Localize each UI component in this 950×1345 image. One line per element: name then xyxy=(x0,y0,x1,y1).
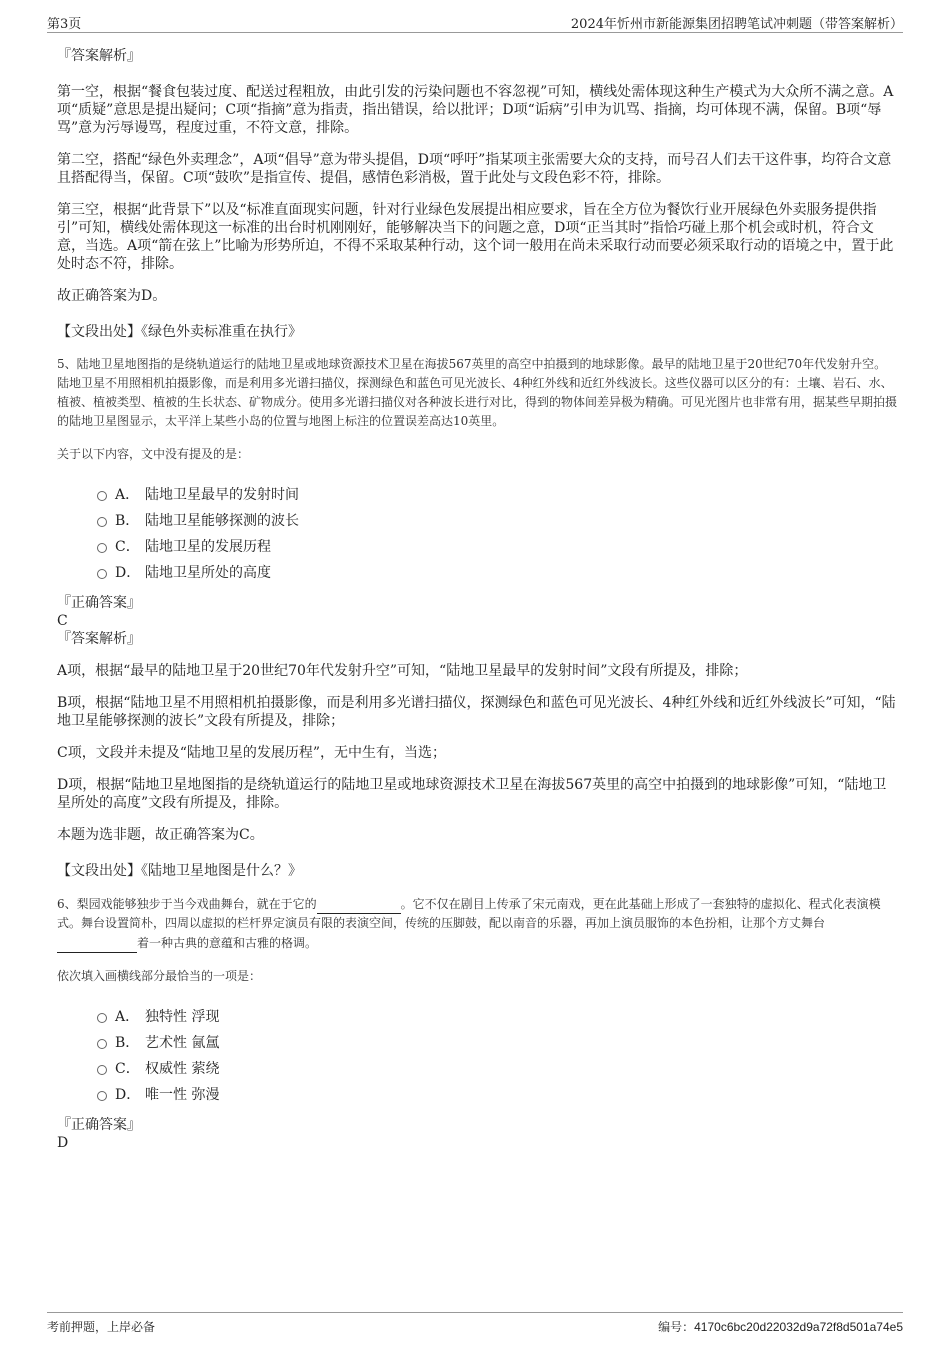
page-footer xyxy=(47,1312,903,1335)
correct-answer-label: 『正确答案』 xyxy=(57,595,141,611)
fill-blank xyxy=(57,933,137,953)
radio-icon[interactable] xyxy=(97,517,107,527)
option-b[interactable]: B． 艺术性 氤氲 xyxy=(97,1030,897,1056)
analysis-label: 『答案解析』 xyxy=(57,631,141,647)
option-c[interactable]: C． 陆地卫星的发展历程 xyxy=(97,534,897,560)
option-list xyxy=(97,1004,897,1108)
source-citation: 【文段出处】《陆地卫星地图是什么？》 xyxy=(57,863,302,879)
analysis-paragraph: A项，根据“最早的陆地卫星于20世纪70年代发射升空”可知，“陆地卫星最早的发射时间”文段有所提及，排除； xyxy=(57,663,748,679)
answer-conclusion: 故正确答案为D。 xyxy=(57,288,167,304)
radio-icon[interactable] xyxy=(97,569,107,579)
question-stem: 5、陆地卫星地图指的是绕轨道运行的陆地卫星或地球资源技术卫星在海拔567英里的高空中拍摄到的地球影像。最早的陆地卫星于20世纪70年代发射升空。陆地卫星不用照相机拍摄影像，而是利用多光谱扫描仪，探测绿色和蓝色可见光波长、4种红外线和近红外线波长。这些仪器可以区分的有：土壤、岩石、水、植被、植被类型、植被的生长状态、矿物成分。使用多光谱扫描仪对各种波长进行对比，得到的物体间差异极为精确。可见光图片也非常有用，据某些早期拍摄的陆地卫星图显示，太平洋上某些小岛的位置与地图上标注的位置误差高达10英里。 xyxy=(57,357,898,428)
radio-icon[interactable] xyxy=(97,491,107,501)
option-a[interactable]: A． 陆地卫星最早的发射时间 xyxy=(97,482,897,508)
question-stem: 6、梨园戏能够独步于当今戏曲舞台，就在于它的 。它不仅在剧目上传承了宋元南戏，更在此基础上形成了一套独特的虚拟化、程式化表演模式。舞台设置简朴，四周以虚拟的栏杆界定演员有限的表演空间，传统的压脚鼓，配以南音的乐器，再加上演员服饰的本色扮相，让那个方丈舞台 着一种古典的意蕴和古雅的格调。 xyxy=(57,894,897,953)
option-d[interactable]: D． 陆地卫星所处的高度 xyxy=(97,560,897,586)
option-list xyxy=(97,482,897,586)
footer-slogan: 考前押题，上岸必备 xyxy=(47,1320,156,1334)
analysis-paragraph: 第二空，搭配“绿色外卖理念”，A项“倡导”意为带头提倡，D项“呼吁”指某项主张需要大众的支持，而号召人们去干这件事，均符合文意且搭配得当，保留。C项“鼓吹”是指宣传、提倡，感情色彩消极，置于此处与文段色彩不符，排除。 xyxy=(57,152,892,186)
radio-icon[interactable] xyxy=(97,1039,107,1049)
option-a[interactable]: A． 独特性 浮现 xyxy=(97,1004,897,1030)
analysis-paragraph: C项，文段并未提及“陆地卫星的发展历程”，无中生有，当选； xyxy=(57,745,447,761)
page-header xyxy=(47,10,903,33)
source-citation: 【文段出处】《绿色外卖标准重在执行》 xyxy=(57,324,302,340)
correct-answer: D xyxy=(57,1135,69,1151)
analysis-label: 『答案解析』 xyxy=(57,48,141,64)
page-number: 第3页 xyxy=(47,17,82,32)
radio-icon[interactable] xyxy=(97,1091,107,1101)
option-b[interactable]: B． 陆地卫星能够探测的波长 xyxy=(97,508,897,534)
correct-answer-label: 『正确答案』 xyxy=(57,1117,141,1133)
question-prompt: 依次填入画横线部分最恰当的一项是： xyxy=(57,969,262,983)
fill-blank xyxy=(317,894,401,914)
radio-icon[interactable] xyxy=(97,1013,107,1023)
option-c[interactable]: C． 权威性 萦绕 xyxy=(97,1056,897,1082)
analysis-paragraph: 第一空，根据“餐食包装过度、配送过程粗放，由此引发的污染问题也不容忽视”可知，横线处需体现这种生产模式为大众所不满之意。A项“质疑”意思是提出疑问；C项“指摘”意为指责，指出错误，给以批评；D项“诟病”引申为讥骂、指摘，均可体现不满，保留。B项“辱骂”意为污辱谩骂，程度过重，不符文意，排除。 xyxy=(57,84,894,136)
correct-answer: C xyxy=(57,613,68,629)
page-content xyxy=(57,47,897,1152)
analysis-paragraph: B项，根据“陆地卫星不用照相机拍摄影像，而是利用多光谱扫描仪，探测绿色和蓝色可见光波长、4种红外线和近红外线波长”可知，“陆地卫星能够探测的波长”文段有所提及，排除； xyxy=(57,695,896,729)
document-title: 2024年忻州市新能源集团招聘笔试冲刺题（带答案解析） xyxy=(570,17,903,32)
question-prompt: 关于以下内容，文中没有提及的是： xyxy=(57,447,250,461)
option-d[interactable]: D． 唯一性 弥漫 xyxy=(97,1082,897,1108)
analysis-paragraph: 第三空，根据“此背景下”以及“标准直面现实问题，针对行业绿色发展提出相应要求，旨在全方位为餐饮行业开展绿色外卖服务提供指引”可知，横线处需体现这一标准的出台时机刚刚好，能够解决当下的问题之意，D项“正当其时”指恰巧碰上那个机会或时机，符合文意，当选。A项“箭在弦上”比喻为形势所迫，不得不采取某种行动，这个词一般用在尚未采取行动而要必须采取行动的语境之中，置于此处时态不符，排除。 xyxy=(57,202,894,272)
radio-icon[interactable] xyxy=(97,543,107,553)
document-code: 编号：4170c6bc20d22032d9a72f8d501a74e5 xyxy=(658,1320,903,1334)
radio-icon[interactable] xyxy=(97,1065,107,1075)
answer-conclusion: 本题为选非题，故正确答案为C。 xyxy=(57,827,264,843)
analysis-paragraph: D项，根据“陆地卫星地图指的是绕轨道运行的陆地卫星或地球资源技术卫星在海拔567英里的高空中拍摄到的地球影像”可知，“陆地卫星所处的高度”文段有所提及，排除。 xyxy=(57,777,887,811)
